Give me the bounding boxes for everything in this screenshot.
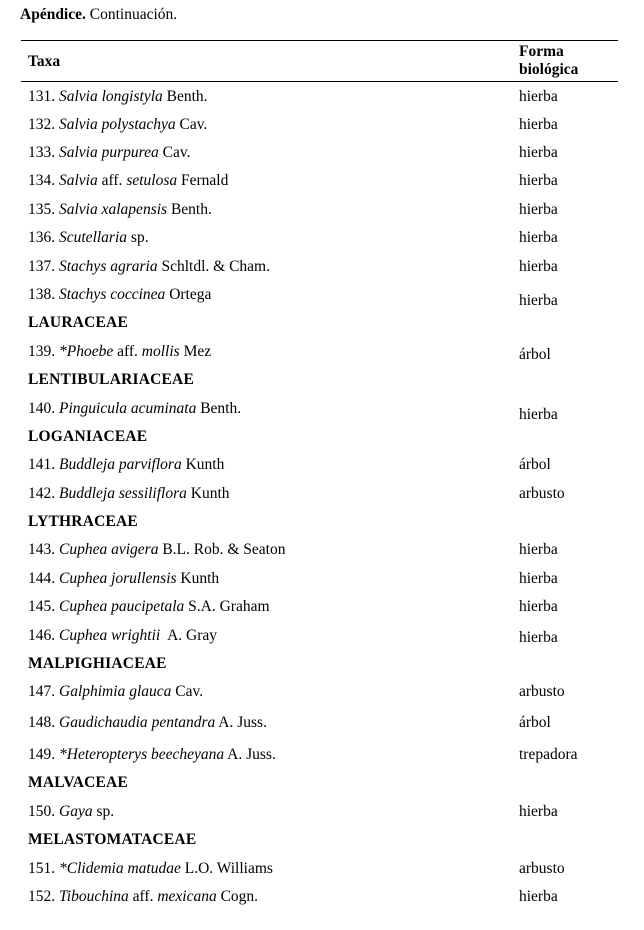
- taxon-genus: Gaudichaudia: [59, 714, 148, 731]
- taxon-name: [28, 400, 241, 418]
- taxon-genus: Cuphea: [59, 570, 108, 587]
- taxon-epithet: parviflora: [118, 456, 182, 473]
- family-heading: LENTIBULARIACEAE: [28, 371, 194, 388]
- table-row: [0, 860, 644, 884]
- taxon-name: [28, 803, 114, 821]
- taxon-author: A. Juss.: [224, 746, 276, 763]
- biological-form: hierba: [519, 201, 558, 218]
- table-row: [0, 343, 644, 367]
- table-row: [0, 258, 644, 282]
- family-heading: LYTHRACEAE: [28, 513, 138, 530]
- biological-form: hierba: [519, 116, 558, 133]
- taxon-author: Benth.: [196, 400, 242, 417]
- biological-form: hierba: [519, 229, 558, 246]
- taxon-genus: Salvia: [59, 116, 98, 133]
- taxon-genus: Tibouchina: [59, 888, 129, 905]
- taxon-number: 144.: [28, 570, 59, 587]
- taxon-epithet: pentandra: [151, 714, 216, 731]
- taxon-author: Benth.: [162, 88, 208, 105]
- taxon-number: 141.: [28, 456, 59, 473]
- taxon-qualifier: sp.: [92, 803, 115, 820]
- taxon-name: [28, 343, 211, 361]
- biological-form: hierba: [519, 88, 558, 105]
- taxon-genus: Gaya: [59, 803, 93, 820]
- taxon-name: [28, 598, 270, 616]
- caption-label: Apéndice.: [20, 6, 86, 23]
- biological-form: hierba: [519, 888, 558, 905]
- biological-form: hierba: [519, 629, 558, 646]
- taxon-qualifier: sp.: [127, 229, 149, 246]
- biological-form: hierba: [519, 258, 558, 275]
- table-row: [0, 541, 644, 565]
- caption-text: Continuación.: [85, 6, 178, 23]
- taxon-genus: Salvia: [59, 172, 98, 189]
- table-row: [0, 803, 644, 827]
- column-header-forma-biologica: [519, 43, 578, 79]
- taxon-genus: Galphimia: [59, 683, 126, 700]
- taxon-genus: Pinguicula: [59, 400, 128, 417]
- table-row: [0, 229, 644, 253]
- family-heading: LOGANIACEAE: [28, 428, 148, 445]
- taxon-genus: Stachys: [59, 286, 107, 303]
- taxon-epithet: purpurea: [101, 144, 159, 161]
- table-row: [0, 888, 644, 912]
- taxon-name: [28, 144, 190, 162]
- taxon-genus: Cuphea: [59, 598, 108, 615]
- header-bottom-rule: [21, 81, 618, 82]
- taxon-name: [28, 746, 276, 764]
- taxon-name: [28, 286, 211, 304]
- taxon-author: Fernald: [177, 172, 229, 189]
- table-row: [0, 88, 644, 112]
- taxon-author: Ortega: [165, 286, 212, 303]
- taxon-epithet: longistyla: [101, 88, 163, 105]
- biological-form: árbol: [519, 346, 551, 363]
- taxon-author: Benth.: [167, 201, 212, 218]
- taxon-number: 136.: [28, 229, 59, 246]
- taxon-name: [28, 172, 228, 190]
- taxon-qualifier: aff.: [128, 888, 158, 905]
- taxon-name: [28, 627, 217, 645]
- family-heading: MALVACEAE: [28, 774, 128, 791]
- taxon-genus: Stachys: [59, 258, 107, 275]
- taxon-author: Cogn.: [216, 888, 259, 905]
- taxon-genus: *Phoebe: [59, 343, 114, 360]
- taxon-qualifier: aff.: [113, 343, 142, 360]
- forma-header-line2: biológica: [519, 61, 579, 78]
- biological-form: arbusto: [519, 860, 565, 877]
- taxon-author: B.L. Rob. & Seaton: [158, 541, 286, 558]
- table-row: [0, 172, 644, 196]
- taxon-author: A. Gray: [160, 627, 218, 644]
- taxon-epithet: mexicana: [157, 888, 217, 905]
- taxon-name: [28, 201, 212, 219]
- taxon-number: 140.: [28, 400, 59, 417]
- table-row: [0, 627, 644, 651]
- taxon-epithet: mollis: [141, 343, 180, 360]
- taxon-name: [28, 714, 267, 732]
- taxon-epithet: matudae: [127, 860, 181, 877]
- table-row: [0, 598, 644, 622]
- taxon-number: 138.: [28, 286, 59, 303]
- taxon-number: 151.: [28, 860, 59, 877]
- taxon-number: 133.: [28, 144, 59, 161]
- taxon-name: [28, 888, 258, 906]
- taxon-author: Kunth: [181, 456, 225, 473]
- biological-form: hierba: [519, 144, 558, 161]
- table-row: [0, 485, 644, 509]
- taxon-qualifier: aff.: [97, 172, 127, 189]
- biological-form: hierba: [519, 803, 558, 820]
- taxon-epithet: sessiliflora: [118, 485, 187, 502]
- biological-form: arbusto: [519, 485, 565, 502]
- biological-form: hierba: [519, 541, 558, 558]
- taxon-number: 131.: [28, 88, 59, 105]
- biological-form: hierba: [519, 172, 558, 189]
- taxon-number: 139.: [28, 343, 59, 360]
- taxon-number: 142.: [28, 485, 59, 502]
- table-row: [0, 286, 644, 310]
- table-caption: [20, 6, 177, 24]
- table-row: [0, 144, 644, 168]
- biological-form: hierba: [519, 570, 558, 587]
- taxon-author: Mez: [179, 343, 212, 360]
- table-row: [0, 746, 644, 770]
- biological-form: hierba: [519, 598, 558, 615]
- taxon-epithet: avigera: [111, 541, 159, 558]
- taxon-number: 148.: [28, 714, 59, 731]
- taxon-number: 143.: [28, 541, 59, 558]
- taxon-author: L.O. Williams: [180, 860, 273, 877]
- taxon-name: [28, 683, 203, 701]
- table-row: [0, 201, 644, 225]
- biological-form: hierba: [519, 292, 558, 309]
- table-row: [0, 456, 644, 480]
- table-row: [0, 400, 644, 424]
- table-row: [0, 714, 644, 738]
- taxon-number: 146.: [28, 627, 59, 644]
- taxon-number: 152.: [28, 888, 59, 905]
- table-row: [0, 116, 644, 140]
- taxon-name: [28, 485, 230, 503]
- biological-form: árbol: [519, 456, 551, 473]
- taxon-epithet: polystachya: [101, 116, 176, 133]
- taxon-epithet: acuminata: [130, 400, 197, 417]
- taxon-genus: Cuphea: [59, 541, 108, 558]
- taxon-number: 150.: [28, 803, 59, 820]
- taxon-name: [28, 541, 285, 559]
- taxon-author: A. Juss.: [215, 714, 267, 731]
- taxon-genus: Buddleja: [59, 485, 115, 502]
- taxon-author: Kunth: [186, 485, 230, 502]
- taxon-epithet: xalapensis: [101, 201, 168, 218]
- taxon-epithet: glauca: [129, 683, 172, 700]
- taxon-author: Kunth: [176, 570, 220, 587]
- taxon-epithet: paucipetala: [111, 598, 185, 615]
- taxon-genus: Salvia: [59, 201, 98, 218]
- taxon-genus: Buddleja: [59, 456, 115, 473]
- taxon-epithet: jorullensis: [111, 570, 177, 587]
- taxon-number: 149.: [28, 746, 59, 763]
- taxon-epithet: coccinea: [110, 286, 166, 303]
- taxon-epithet: wrightii: [111, 627, 161, 644]
- taxon-genus: *Heteropterys: [59, 746, 148, 763]
- taxon-number: 134.: [28, 172, 59, 189]
- family-heading: MELASTOMATACEAE: [28, 831, 197, 848]
- biological-form: arbusto: [519, 683, 565, 700]
- taxon-name: [28, 860, 273, 878]
- table-row: [0, 570, 644, 594]
- taxon-author: S.A. Graham: [184, 598, 270, 615]
- table-top-rule: [21, 40, 618, 41]
- taxon-number: 145.: [28, 598, 59, 615]
- taxon-name: [28, 258, 270, 276]
- taxon-epithet: agraria: [110, 258, 158, 275]
- biological-form: hierba: [519, 406, 558, 423]
- taxon-number: 135.: [28, 201, 59, 218]
- table-row: [0, 683, 644, 707]
- taxon-epithet: setulosa: [126, 172, 178, 189]
- taxon-name: [28, 456, 224, 474]
- column-header-taxa: Taxa: [28, 53, 61, 70]
- taxon-name: [28, 570, 219, 588]
- taxon-genus: Salvia: [59, 88, 98, 105]
- taxon-name: [28, 229, 149, 247]
- taxon-number: 147.: [28, 683, 59, 700]
- taxon-genus: *Clidemia: [59, 860, 124, 877]
- taxon-author: Cav.: [171, 683, 204, 700]
- taxon-genus: Salvia: [59, 144, 98, 161]
- taxon-author: Cav.: [175, 116, 208, 133]
- taxon-genus: Cuphea: [59, 627, 108, 644]
- forma-header-line1: Forma: [519, 43, 564, 60]
- taxon-author: Cav.: [158, 144, 191, 161]
- family-heading: MALPIGHIACEAE: [28, 655, 167, 672]
- taxon-name: [28, 116, 207, 134]
- taxon-genus: Scutellaria: [59, 229, 128, 246]
- family-heading: LAURACEAE: [28, 314, 128, 331]
- taxon-epithet: beecheyana: [150, 746, 225, 763]
- taxon-number: 137.: [28, 258, 59, 275]
- biological-form: trepadora: [519, 746, 578, 763]
- biological-form: árbol: [519, 714, 551, 731]
- taxon-number: 132.: [28, 116, 59, 133]
- taxon-name: [28, 88, 208, 106]
- taxon-author: Schltdl. & Cham.: [157, 258, 270, 275]
